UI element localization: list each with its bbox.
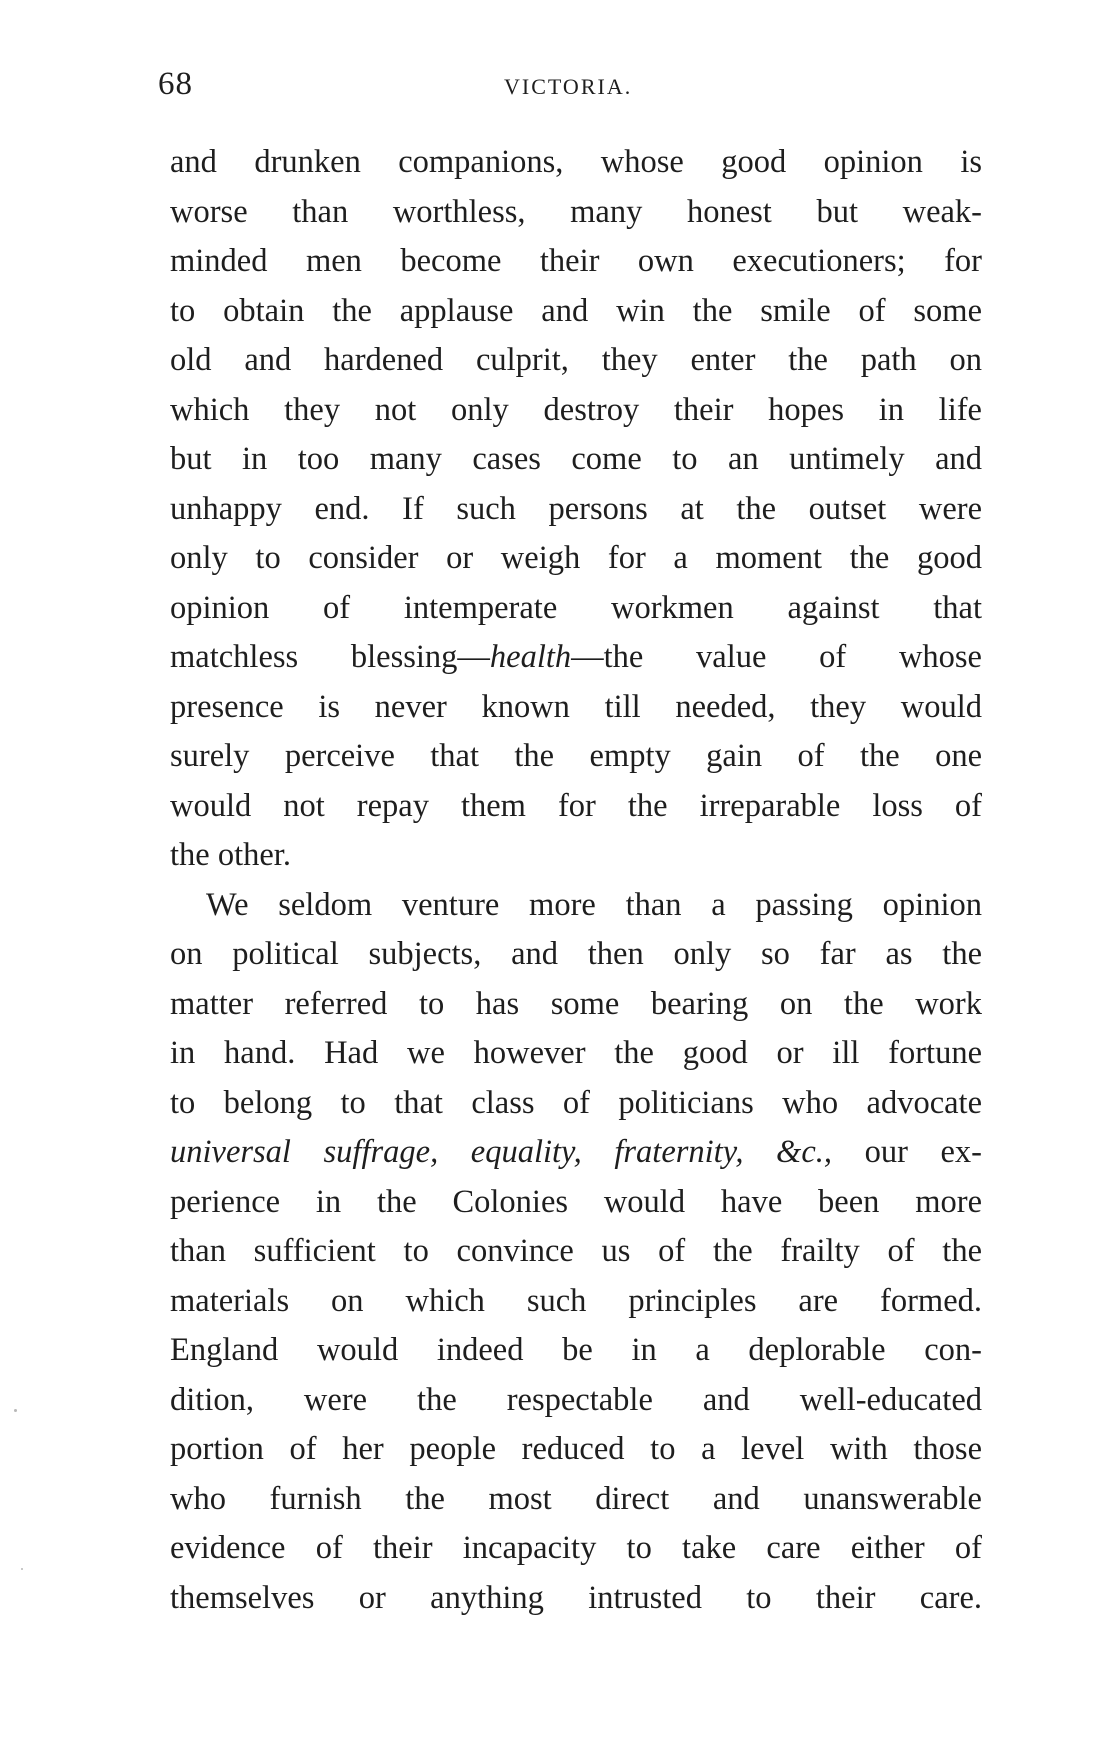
text-run: to belong to that class of politicians who advocate: [170, 1084, 982, 1121]
text-line: [170, 138, 982, 188]
italic-run: universal suffrage, equality, fraternity, &c.,: [170, 1134, 833, 1170]
text-run: worse than worthless, many honest but weak-: [170, 193, 982, 230]
text-line: [170, 1079, 982, 1129]
text-run: unhappy end. If such persons at the outset were: [170, 490, 982, 527]
text-run: England would indeed be in a deplorable con-: [170, 1332, 982, 1368]
text-run: surely perceive that the empty gain of the one: [170, 738, 982, 774]
text-run: dition, were the respectable and well-educated: [170, 1381, 982, 1418]
text-run: presence is never known till needed, they would: [170, 688, 982, 725]
text-run: —the value of whose: [571, 639, 982, 675]
text-line: [170, 1277, 982, 1327]
text-line: [170, 732, 982, 782]
text-line: [170, 485, 982, 535]
text-run: opinion of intemperate workmen against that: [170, 589, 982, 626]
paragraph: [170, 138, 982, 881]
text-line: [170, 336, 982, 386]
body-text: [170, 138, 982, 1623]
text-run: portion of her people reduced to a level with those: [170, 1431, 982, 1467]
text-line: [170, 1376, 982, 1426]
text-line: [170, 1029, 982, 1079]
italic-run: health: [489, 639, 572, 675]
text-run: old and hardened culprit, they enter the path on: [170, 342, 982, 378]
text-run: evidence of their incapacity to take care either of: [170, 1530, 982, 1566]
text-line: [170, 980, 982, 1030]
text-run: but in too many cases come to an untimely and: [170, 441, 982, 477]
text-line: [170, 1574, 982, 1624]
text-line: [170, 831, 982, 881]
text-run: who furnish the most direct and unanswerable: [170, 1480, 982, 1517]
text-run: We seldom venture more than a passing opinion: [206, 886, 982, 923]
paragraph: [170, 881, 982, 1624]
text-line: [170, 1524, 982, 1574]
text-line: [170, 633, 982, 683]
text-run: which they not only destroy their hopes in life: [170, 391, 982, 428]
text-line: [170, 1227, 982, 1277]
text-run: themselves or anything intrusted to their care.: [170, 1579, 982, 1616]
text-run: the other.: [170, 837, 291, 873]
running-head: [158, 66, 978, 110]
text-run: minded men become their own executioners; for: [170, 243, 982, 279]
paper-speck: [14, 1409, 17, 1412]
text-line: [170, 930, 982, 980]
text-line: [170, 1475, 982, 1525]
text-run: and drunken companions, whose good opinion is: [170, 144, 982, 180]
text-line: [170, 435, 982, 485]
text-run: would not repay them for the irreparable loss of: [170, 787, 982, 824]
text-line: [170, 1326, 982, 1376]
text-line: [170, 881, 982, 931]
paper-speck: [21, 1568, 23, 1570]
text-line: [170, 386, 982, 436]
text-run: than sufficient to convince us of the frailty of the: [170, 1233, 982, 1269]
text-line: [170, 237, 982, 287]
text-run: materials on which such principles are formed.: [170, 1282, 982, 1319]
text-run: only to consider or weigh for a moment the good: [170, 540, 982, 576]
text-line: [170, 782, 982, 832]
text-line: [170, 584, 982, 634]
running-title: VICTORIA.: [504, 74, 633, 99]
text-run: to obtain the applause and win the smile of some: [170, 292, 982, 329]
text-run: on political subjects, and then only so far as the: [170, 936, 982, 972]
text-line: [170, 1128, 982, 1178]
text-run: in hand. Had we however the good or ill fortune: [170, 1035, 982, 1071]
text-run: our ex-: [832, 1134, 982, 1170]
text-line: [170, 1178, 982, 1228]
text-run: matter referred to has some bearing on the work: [170, 985, 982, 1022]
text-run: matchless blessing—: [170, 639, 490, 675]
text-line: [170, 534, 982, 584]
page-number: 68: [158, 66, 193, 102]
text-line: [170, 188, 982, 238]
text-line: [170, 683, 982, 733]
text-line: [170, 287, 982, 337]
text-line: [170, 1425, 982, 1475]
text-run: perience in the Colonies would have been more: [170, 1183, 982, 1220]
